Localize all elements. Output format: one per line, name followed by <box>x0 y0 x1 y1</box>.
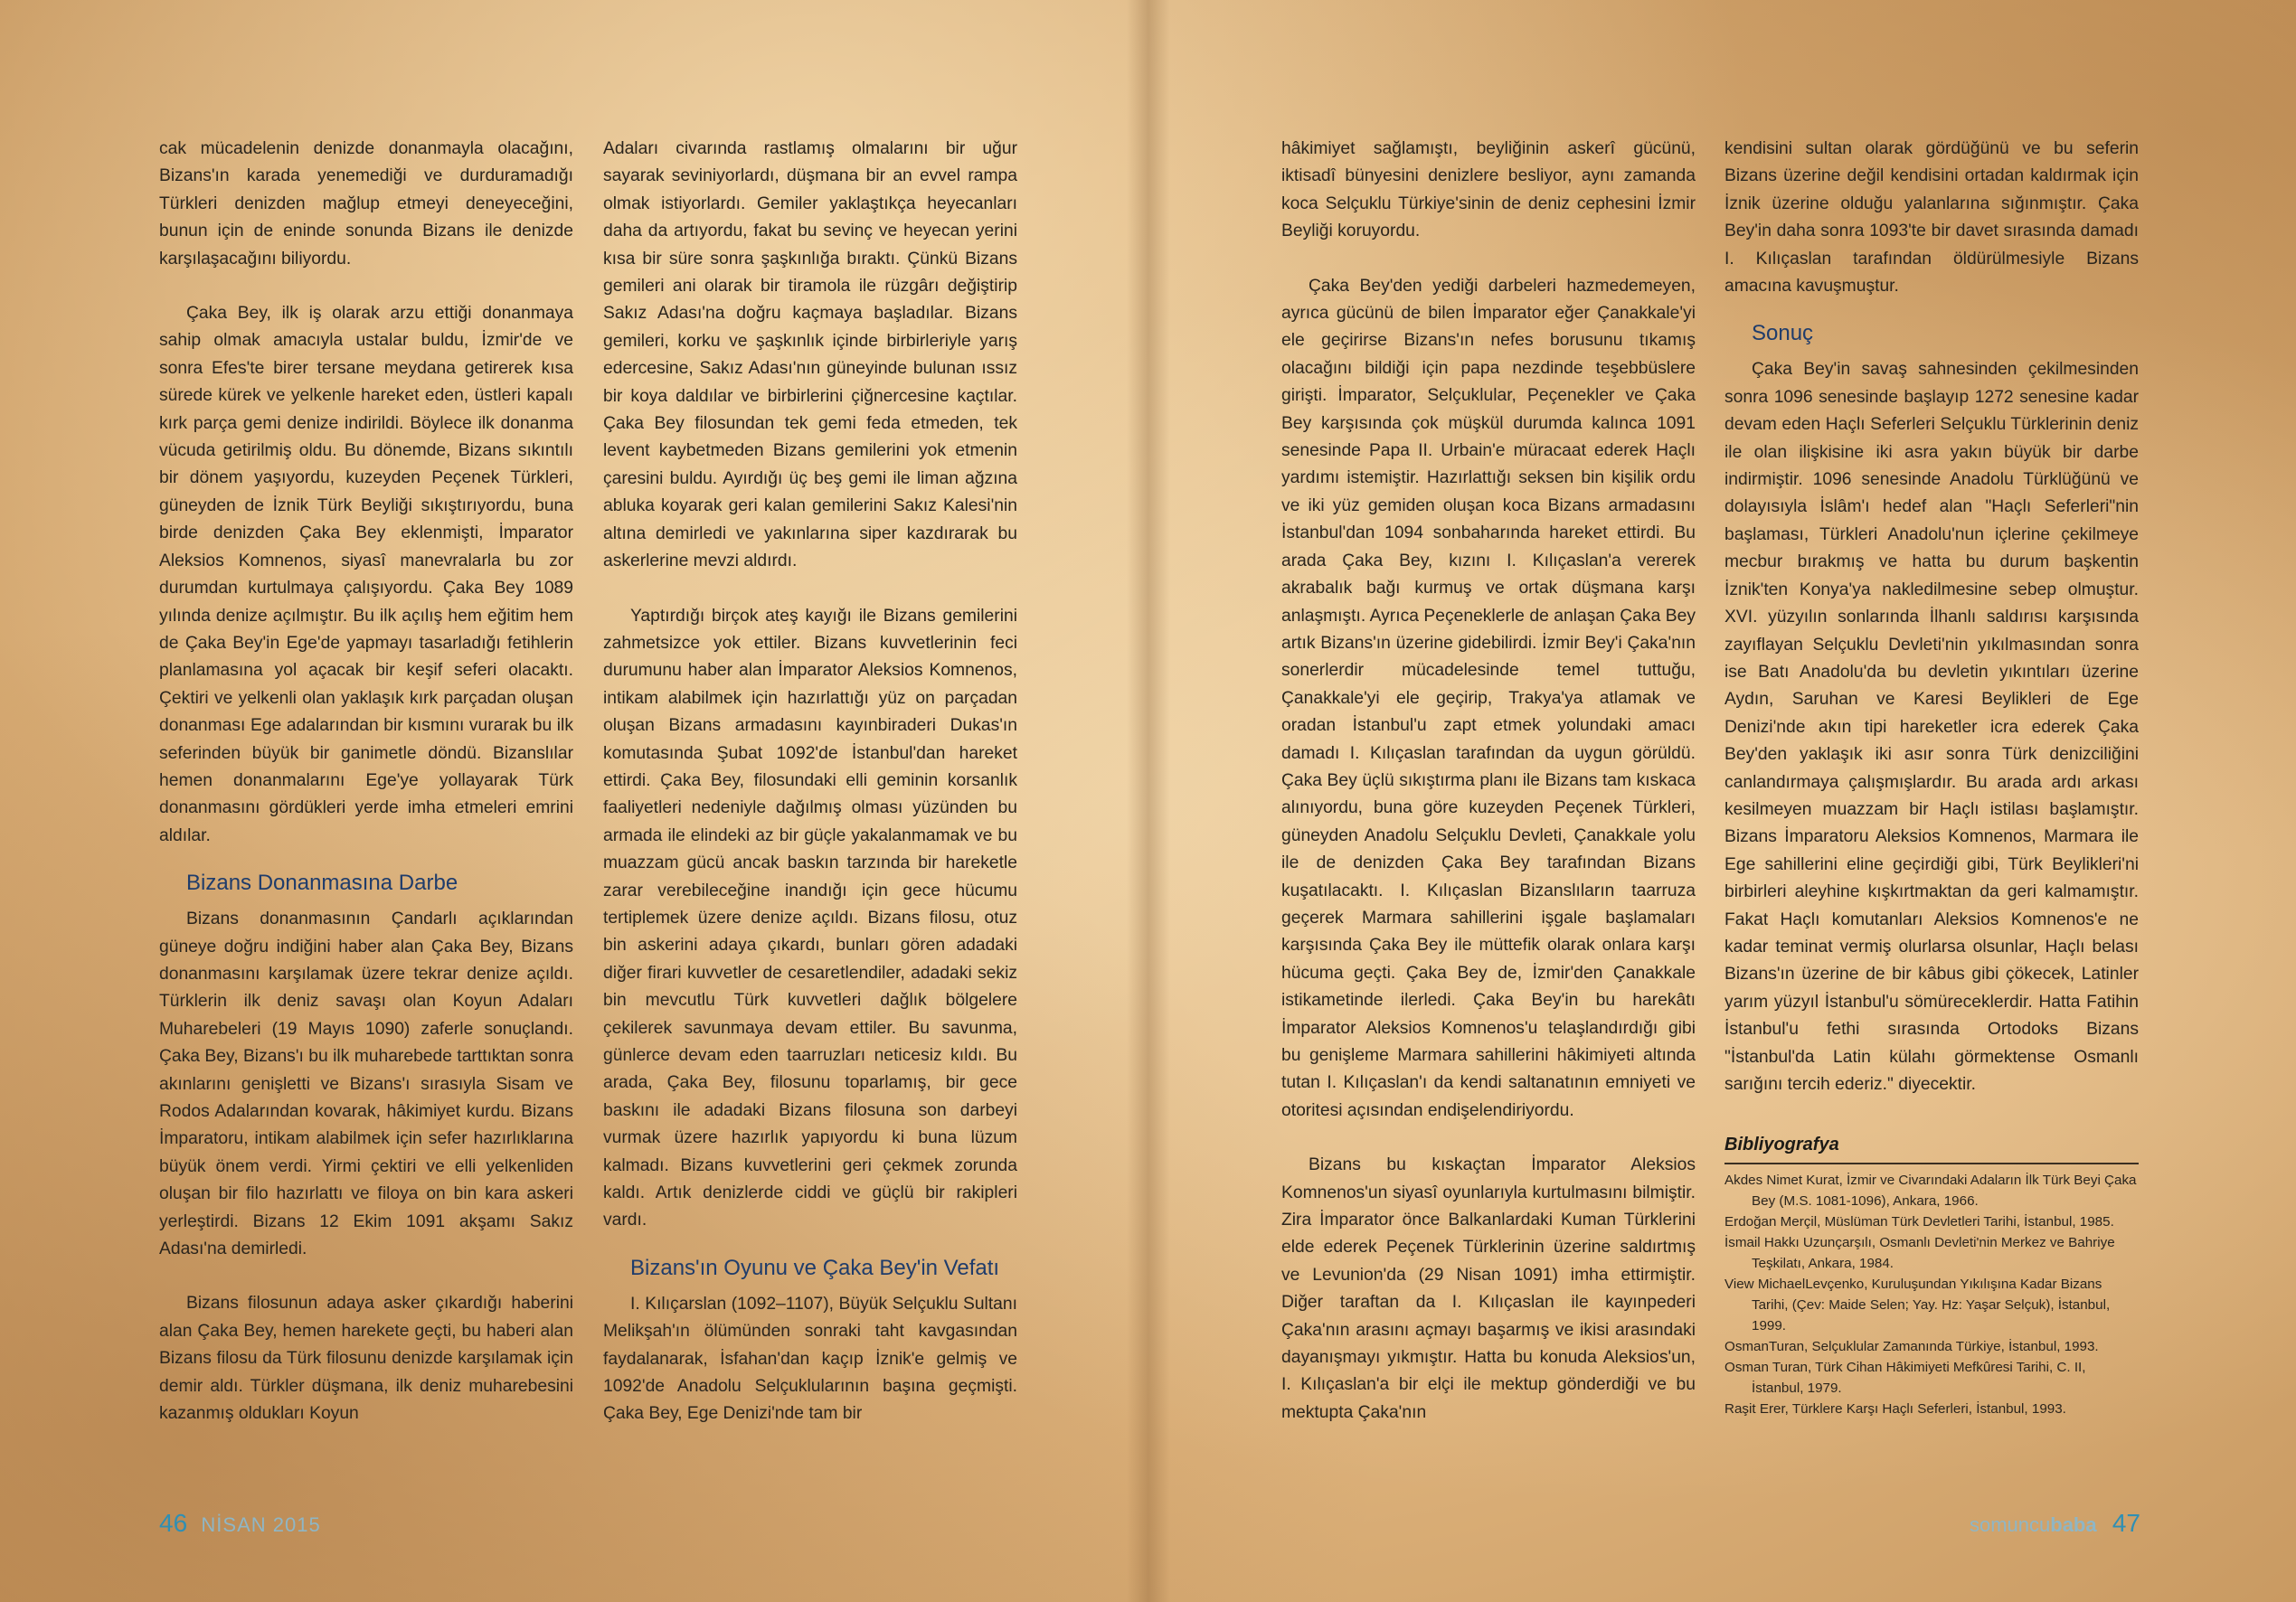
section-heading: Bizans Donanmasına Darbe <box>186 871 458 896</box>
column-2 <box>603 136 1017 1428</box>
bibliography-item: Erdoğan Merçil, Müslüman Türk Devletleri Tarihi, İstanbul, 1985. <box>1724 1213 2114 1230</box>
paragraph: Bizans filosunun adaya asker çıkardığı haberini alan Çaka Bey, hemen harekete geçti, bu haberi alan Bizans filosu da Türk filosunu denizde karşılamak için demir aldı. Türkler düşmana, ilk deniz muharebesini kazanmış oldukları Koyun <box>159 1294 573 1424</box>
paragraph: hâkimiyet sağlamıştı, beyliğinin askerî gücünü, iktisadî bünyesini denizlere besliyor, aynı zamanda koca Selçuklu Türkiye'sinin de deniz cephesini İzmir Beyliği koruyordu. <box>1281 139 1696 241</box>
paragraph: Çaka Bey'den yediği darbeleri hazmedemeyen, ayrıca gücünü de bilen İmparator eğer Çanakkale'yi ele geçirirse Bizans'ın nefes borusunu tıkamış olacağını bildiği için papa nezdinde teşebbüslere girişti. İmparator, Selçuklular, Peçenekler ve Çaka Bey karşısında çok müşkül durumda kalınca 1091 senesinde Papa II. Urbain'e müracaat ederek Haçlı yardımı istemiştir. Hazırlattığı seksen bin kişilik ordu ve iki yüz gemiden oluşan koca Bizans armadasını İstanbul'dan 1094 sonbaharında hareket ettirdi. Bu arada Çaka Bey, kızını I. Kılıçaslan'a vererek akrabalık bağı kurmuş ve ortak düşmana karşı anlaşmıştı. Ayrıca Peçeneklerle de anlaşan Çaka Bey artık Bizans'ın üzerine gidebilirdi. İzmir Bey'i Çaka'nın sonerlerdir mücadelesinde temel tuttuğu, Çanakkale'yi ele geçirip, Trakya'ya atlamak ve oradan İstanbul'u zapt etmek yolundaki amacı damadı I. Kılıçaslan tarafından da uygun görüldü. Çaka Bey üçlü sıkıştırma planı ile Bizans tam kıskaca alınıyordu, buna göre kuzeyden Peçenek Türkleri, güneyden Anadolu Selçuklu Devleti, Çanakkale yolu ile de denizden Çaka Bey tarafından Bizans kuşatılacaktı. I. Kılıçaslan Bizanslıların taarruza geçerek Marmara sahillerini işgale başlamaları karşısında Çaka Bey ile müttefik olarak onlara karşı hücuma geçti. Çaka Bey de, İzmir'den Çanakkale istikametinde ilerledi. Çaka Bey'in bu harekâtı İmparator Aleksios Komnenos'u telaşlandırdığı gibi bu genişleme Marmara sahillerini hâkimiyeti altında tutan I. Kılıçaslan'ı da kendi saltanatının emniyeti ve otoritesi açısından endişelendiriyordu. <box>1281 276 1696 1120</box>
page-gutter <box>1127 0 1170 1602</box>
issue-date: NİSAN 2015 <box>201 1513 321 1536</box>
column-1 <box>159 136 573 1428</box>
paragraph: Bizans donanmasının Çandarlı açıklarından güneye doğru indiğini haber alan Çaka Bey, Bizans donanmasını karşılamak üzere tekrar denize açıldı. Türklerin ilk deniz savaşı olan Koyun Adaları Muharebeleri (19 Mayıs 1090) zaferle sonuçlandı. Çaka Bey, Bizans'ı bu ilk muharebede tarttıktan sonra akınlarını genişletti ve Bizans'ı sırasıyla Sisam ve Rodos Adalarından kovarak, hâkimiyet kurdu. Bizans İmparatoru, intikam alabilmek için sefer hazırlıklarına büyük önem verdi. Yirmi çektiri ve elli yelkenliden oluşan bir filo hazırlattı ve filoya on bin kara askeri yerleştirdi. Bizans 12 Ekim 1091 akşamı Sakız Adası'na demirledi. <box>159 909 573 1259</box>
column-4 <box>1724 136 2139 1419</box>
bibliography-item: Osman Turan, Türk Cihan Hâkimiyeti Mefkûresi Tarihi, C. II, İstanbul, 1979. <box>1724 1359 2086 1396</box>
paragraph: Bizans bu kıskaçtan İmparator Aleksios Komnenos'un siyasî oyunlarıyla kurtulmasını bilmiştir. Zira İmparator önce Balkanlardaki Kuman Türklerini elde ederek Peçenek Türklerinin üzerine saldırtmış ve Levunion'da (29 Nisan 1091) imha ettirmiştir. Diğer taraftan da I. Kılıçaslan ile kayınpederi Çaka'nın arasını açmayı başarmış ve ikisi arasındaki dayanışmayı yıkmıştır. Hatta bu konuda Aleksios'un, I. Kılıçaslan'a bir elçi ile mektup gönderdiği ve bu mektupta Çaka'nın <box>1281 1155 1696 1422</box>
bibliography-item: View MichaelLevçenko, Kuruluşundan Yıkılışına Kadar Bizans Tarihi, (Çev: Maide Selen; Yay. Hz: Yaşar Selçuk), İstanbul, 1999. <box>1724 1276 2111 1333</box>
paragraph: Çaka Bey'in savaş sahnesinden çekilmesinden sonra 1096 senesinde başlayıp 1272 senesine kadar devam eden Haçlı Seferleri Selçuklu Türklerinin deniz ile olan ilişkisine iki asra yakın büyük bir darbe indirmiştir. 1096 senesinde Anadolu Türklüğünü ve dolayısıyla İslâm'ı hedef alan "Haçlı Seferleri"nin başlaması, Türkleri Anadolu'nun içlerine çekilmeye mecbur bırakmış ve hatta bu durum başkentin İznik'ten Konya'ya nakledilmesine sebep olmuştur. XVI. yüzyılın sonlarında İlhanlı saldırısı karşısında zayıflayan Selçuklu Devleti'nin yıkılmasından sonra ise Batı Anadolu'da bu devletin yıkıntıları üzerine Aydın, Saruhan ve Karesi Beylikleri de Ege Denizi'nde akın tipi hareketler icra ederek Çaka Bey'den yaklaşık iki asır sonra Türk denizciliğini canlandırmaya çalışmışlardır. Bu arada ardı arkası kesilmeyen muazzam bir Haçlı istilası başlamıştır. Bizans İmparatoru Aleksios Komnenos, Marmara ile Ege sahillerini eline geçirdiği gibi, Türk Beylikleri'ni birbirleri aleyhine kışkırtmaktan da geri kalmamıştır. Fakat Haçlı komutanları Aleksios Komnenos'e ne kadar teminat vermiş olurlarsa olsunlar, Haçlı belası Bizans'ın üzerine de bir kâbus gibi çökecek, Latinler yarım yüzyıl İstanbul'u sömüreceklerdir. Hatta Fatihin İstanbul'u fethi sırasında Ortodoks Bizans "İstanbul'da Latin külahı görmektense Osmanlı sarığını tercih ederiz." diyecektir. <box>1724 360 2139 1094</box>
paragraph: I. Kılıçarslan (1092–1107), Büyük Selçuklu Sultanı Melikşah'ın ölümünden sonraki taht kavgasından faydalanarak, İsfahan'dan kaçıp İznik'e gelmiş ve 1092'de Anadolu Selçuklularının başına geçmişti. Çaka Bey, Ege Denizi'nde tam bir <box>603 1294 1017 1424</box>
page-number: 47 <box>2112 1509 2140 1537</box>
bibliography-item: OsmanTuran, Selçuklular Zamanında Türkiye, İstanbul, 1993. <box>1724 1338 2099 1354</box>
section-heading: Bizans'ın Oyunu ve Çaka Bey'in Vefatı <box>630 1255 1000 1280</box>
paragraph: cak mücadelenin denizde donanmayla olacağını, Bizans'ın karada yenemediği ve durduramadığı Türkleri denizden mağlup etmeyi deneyeceğini, bunun için de eninde sonunda Bizans ile denizde karşılaşacağını biliyordu. <box>159 139 573 269</box>
paragraph: Çaka Bey, ilk iş olarak arzu ettiği donanmaya sahip olmak amacıyla ustalar buldu, İzmir'de ve sonra Efes'te birer tersane meydana getirerek kısa sürede kürek ve yelkenle hareket eden, üstleri kapalı kırk parça gemi denize indirildi. Böylece ilk donanma vücuda getirilmiş oldu. Bu dönemde, Bizans sıkıntılı bir dönem yaşıyordu, kuzeyden Peçenek Türkleri, güneyden de İznik Türk Beyliği sıkıştırıyordu, buna birde denizden Çaka Bey eklenmişti, İmparator Aleksios Komnenos, siyasî manevralarla bu zor durumdan kurtulmaya çalışıyordu. Çaka Bey 1089 yılında denize açılmıştır. Bu ilk açılış hem eğitim hem de Çaka Bey'in Ege'de yapmayı tasarladığı fetihlerin planlamasına yol açacak bir keşif seferi olacaktı. Çektiri ve yelkenli olan yaklaşık kırk parçadan oluşan donanması Ege adalarından bir kısmını vurarak bu ilk seferinden büyük bir ganimetle döndü. Bizanslılar hemen donanmalarını Ege'ye yollayarak Türk donanmasını gördükleri yerde imha etmeleri emrini aldılar. <box>159 304 573 845</box>
footer-left <box>159 1510 321 1539</box>
column-3 <box>1281 136 1696 1427</box>
paragraph: Adaları civarında rastlamış olmalarını bir uğur sayarak seviniyorlardı, düşmana bir an evvel rampa olmak istiyorlardı. Gemiler yaklaştıkça heyecanları daha da artıyordu, fakat bu sevinç ve heyecan yerini kısa bir süre sonra şaşkınlığa bıraktı. Çünkü Bizans gemileri ani olarak bir tiramola ile rüzgârı değiştirip Sakız Adası'na doğru kaçmaya başladılar. Bizans gemileri, korku ve şaşkınlık içinde birbirleriyle yarış edercesine, Sakız Adası'nın güneyinde bulunan ıssız bir koya daldılar ve birbirlerini çiğnercesine kaçtılar. Çaka Bey filosundan tek gemi feda etmeden, tek levent kaybetmeden Bizans gemilerini yok etmenin çaresini buldu. Ayırdığı üç beş gemi ile liman ağzına abluka koyarak geri kalan gemilerini Sakız Kalesi'nin altına demirledi ve yakınlarına siper kazdırarak bu askerlerine mevzi aldırdı. <box>603 139 1017 571</box>
bibliography-item: İsmail Hakkı Uzunçarşılı, Osmanlı Devleti'nin Merkez ve Bahriye Teşkilatı, Ankara, 1984. <box>1724 1234 2115 1271</box>
page-number: 46 <box>159 1509 188 1537</box>
section-heading: Sonuç <box>1752 321 1814 346</box>
bibliography-item: Akdes Nimet Kurat, İzmir ve Civarındaki Adaların İlk Türk Beyi Çaka Bey (M.S. 1081-1096), Ankara, 1966. <box>1724 1172 2137 1209</box>
footer-right <box>1970 1510 2140 1539</box>
paragraph: Yaptırdığı birçok ateş kayığı ile Bizans gemilerini zahmetsizce yok ettiler. Bizans kuvvetlerinin feci durumunu haber alan İmparator Aleksios Komnenos, intikam alabilmek için hazırlattığı yüz on parçadan oluşan Bizans armadasını kayınbiraderi Dukas'ın komutasında Şubat 1092'de İstanbul'dan hareket ettirdi. Çaka Bey, filosundaki elli geminin korsanlık faaliyetleri nedeniyle dağılmış olması yüzünden bu armada ile elindeki az bir güçle yakalanmamak ve bu muazzam gücü ancak baskın tarzında bir hareketle zarar verebileceğine inandığı için gece hücumu tertiplemek üzere denize açıldı. Bizans filosu, otuz bin askerini adaya çıkardı, bunları gören adadaki diğer firari kuvvetler de cesaretlendiler, adadaki sekiz bin mevcutlu Türk kuvvetleri dağlık bölgelere çekilerek savunmaya devam ettiler. Bu savunma, günlerce devam eden taarruzları neticesiz kıldı. Bu arada, Çaka Bey, filosunu toparlamış, bir gece baskını ile adadaki Bizans filosuna son darbeyi vurmak üzere hazırlık yapıyordu ki buna lüzum kalmadı. Bizans kuvvetlerini geri çekmek zorunda kaldı. Artık denizlerde ciddi ve güçlü bir rakipleri vardı. <box>603 606 1017 1230</box>
magazine-name-part: baba <box>2050 1513 2097 1536</box>
bibliography-title: Bibliyografya <box>1724 1131 2139 1164</box>
magazine-name-part: somuncu <box>1969 1513 2051 1536</box>
bibliography-list <box>1724 1170 2139 1419</box>
paragraph: kendisini sultan olarak gördüğünü ve bu seferin Bizans üzerine değil kendisini ortadan kaldırmak için İznik üzerine olduğu yalanlarına sığınmıştır. Çaka Bey'in daha sonra 1093'te bir davet sırasında damadı I. Kılıçaslan tarafından öldürülmesiyle Bizans amacına kavuşmuştur. <box>1724 139 2139 297</box>
bibliography-item: Raşit Erer, Türklere Karşı Haçlı Seferleri, İstanbul, 1993. <box>1724 1400 2066 1417</box>
